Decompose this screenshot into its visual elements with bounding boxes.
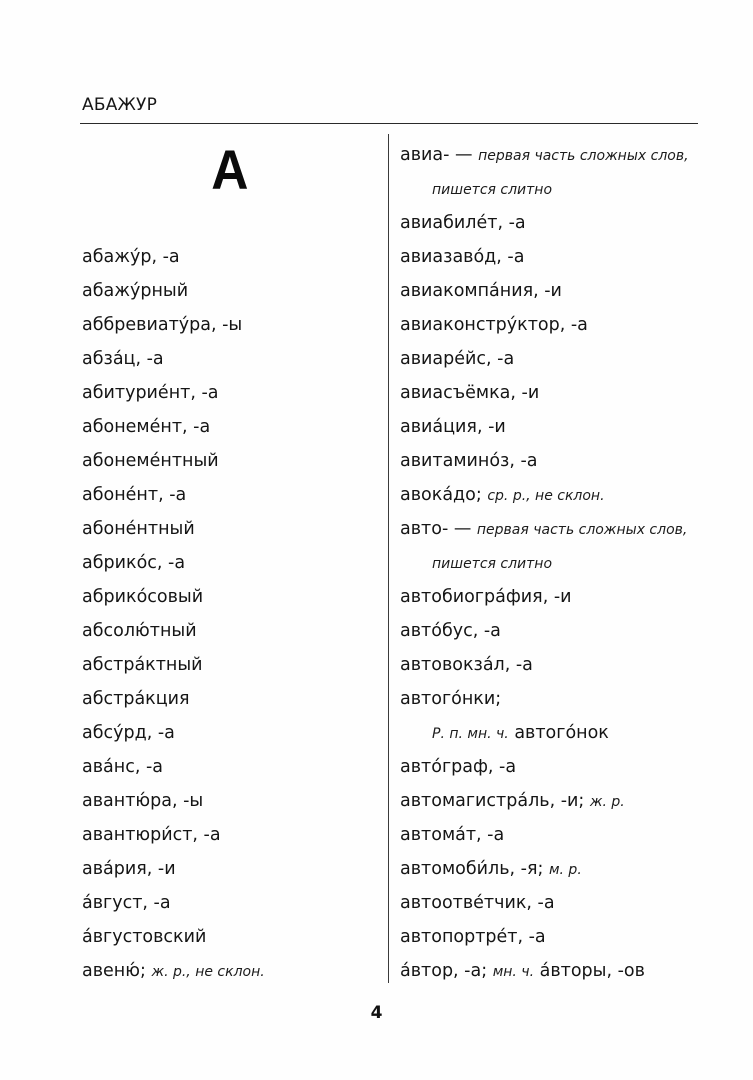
dictionary-entry [82, 886, 382, 920]
dictionary-entry [400, 750, 720, 784]
dictionary-entry [400, 172, 720, 206]
section-letter: А [211, 138, 249, 201]
entry-note: первая часть сложных слов, [478, 148, 689, 164]
dictionary-entry [400, 240, 720, 274]
entry-word: а́втор, -а; [400, 961, 488, 981]
dictionary-entry [400, 342, 720, 376]
entry-word: автовокза́л, -а [400, 655, 533, 675]
dictionary-entry [400, 614, 720, 648]
entry-word: абза́ц, -а [82, 349, 164, 369]
entry-note: Р. п. мн. ч. [432, 726, 509, 742]
entry-word: автого́нки; [400, 689, 502, 709]
column-divider [388, 134, 389, 983]
entry-note: ж. р. [589, 794, 625, 810]
entry-word: авиабиле́т, -а [400, 213, 526, 233]
page-number: 4 [370, 1003, 383, 1023]
dictionary-entry [400, 444, 720, 478]
dictionary-entry [82, 920, 382, 954]
entry-word: авиасъёмка, -и [400, 383, 540, 403]
entry-word: авто- — [400, 519, 472, 539]
entry-word: авиа- — [400, 145, 473, 165]
entry-word: аббревиату́ра, -ы [82, 315, 243, 335]
entry-word: авто́бус, -а [400, 621, 501, 641]
entry-word: абоне́нт, -а [82, 485, 187, 505]
dictionary-entry [82, 580, 382, 614]
dictionary-entry [400, 954, 720, 988]
dictionary-entry [400, 274, 720, 308]
dictionary-entry [82, 444, 382, 478]
dictionary-entry [400, 206, 720, 240]
entry-word: автоотве́тчик, -а [400, 893, 555, 913]
dictionary-entry [400, 478, 720, 512]
entry-word: а́вгуст, -а [82, 893, 171, 913]
dictionary-entry [400, 818, 720, 852]
dictionary-entry [82, 308, 382, 342]
dictionary-entry [400, 682, 720, 716]
running-head: АБАЖУР [82, 95, 158, 115]
entry-word: авантю́ра, -ы [82, 791, 204, 811]
dictionary-entry [400, 308, 720, 342]
entry-note: м. р. [548, 862, 582, 878]
dictionary-entry [82, 818, 382, 852]
entry-word: абонеме́нт, -а [82, 417, 211, 437]
dictionary-entry [82, 274, 382, 308]
dictionary-entry [400, 784, 720, 818]
dictionary-entry [82, 614, 382, 648]
entry-word: авто́граф, -а [400, 757, 517, 777]
dictionary-entry [82, 478, 382, 512]
entry-word: абажу́р, -а [82, 247, 180, 267]
entry-note: мн. ч. [492, 964, 535, 980]
entry-word: авиаре́йс, -а [400, 349, 515, 369]
entry-note: ср. р., не склон. [487, 488, 605, 504]
entry-word: ава́нс, -а [82, 757, 163, 777]
entry-word: автомагистра́ль, -и; [400, 791, 585, 811]
entry-word: абрико́совый [82, 587, 204, 607]
entry-note: первая часть сложных слов, [476, 522, 688, 538]
entry-word-tail: а́вторы, -ов [539, 961, 645, 981]
entry-word: автомоби́ль, -я; [400, 859, 544, 879]
dictionary-entry [82, 410, 382, 444]
dictionary-entry [400, 138, 720, 172]
dictionary-entry [82, 954, 382, 988]
dictionary-entry [400, 512, 720, 546]
dictionary-entry [82, 784, 382, 818]
dictionary-entry [82, 716, 382, 750]
entry-word: абонеме́нтный [82, 451, 219, 471]
entry-word: абстра́ктный [82, 655, 203, 675]
entry-word: авиазаво́д, -а [400, 247, 525, 267]
dictionary-entry [82, 682, 382, 716]
entry-word: абсу́рд, -а [82, 723, 175, 743]
entry-word: авиакомпа́ния, -и [400, 281, 562, 301]
entry-word: авиа́ция, -и [400, 417, 506, 437]
entry-word: автобиогра́фия, -и [400, 587, 572, 607]
entry-word: автома́т, -а [400, 825, 505, 845]
dictionary-entry [82, 342, 382, 376]
entry-word: абстра́кция [82, 689, 190, 709]
entry-word: абрико́с, -а [82, 553, 186, 573]
entry-word: автопортре́т, -а [400, 927, 546, 947]
entry-word: авантюри́ст, -а [82, 825, 221, 845]
entry-word: абажу́рный [82, 281, 189, 301]
entry-note: ж. р., не склон. [151, 964, 265, 980]
entry-word: абоне́нтный [82, 519, 195, 539]
dictionary-entry [400, 410, 720, 444]
dictionary-entry [400, 716, 720, 750]
dictionary-entry [82, 750, 382, 784]
left-column [82, 240, 382, 988]
header-rule [80, 123, 698, 124]
dictionary-entry [400, 886, 720, 920]
entry-note: пишется слитно [432, 556, 553, 572]
dictionary-entry [82, 648, 382, 682]
dictionary-entry [82, 546, 382, 580]
entry-word: автого́нок [514, 723, 609, 743]
dictionary-entry [82, 376, 382, 410]
entry-word: ава́рия, -и [82, 859, 176, 879]
right-column [400, 138, 720, 988]
dictionary-entry [400, 546, 720, 580]
dictionary-entry [82, 240, 382, 274]
dictionary-entry [82, 852, 382, 886]
entry-word: абсолю́тный [82, 621, 197, 641]
dictionary-entry [400, 852, 720, 886]
dictionary-entry [82, 512, 382, 546]
entry-word: авитамино́з, -а [400, 451, 538, 471]
entry-word: авиаконстру́ктор, -а [400, 315, 588, 335]
entry-word: авока́до; [400, 485, 482, 505]
entry-word: авеню́; [82, 961, 146, 981]
dictionary-entry [400, 376, 720, 410]
dictionary-entry [400, 648, 720, 682]
dictionary-entry [400, 580, 720, 614]
entry-word: а́вгустовский [82, 927, 207, 947]
entry-word: абитурие́нт, -а [82, 383, 219, 403]
entry-note: пишется слитно [432, 182, 553, 198]
dictionary-entry [400, 920, 720, 954]
